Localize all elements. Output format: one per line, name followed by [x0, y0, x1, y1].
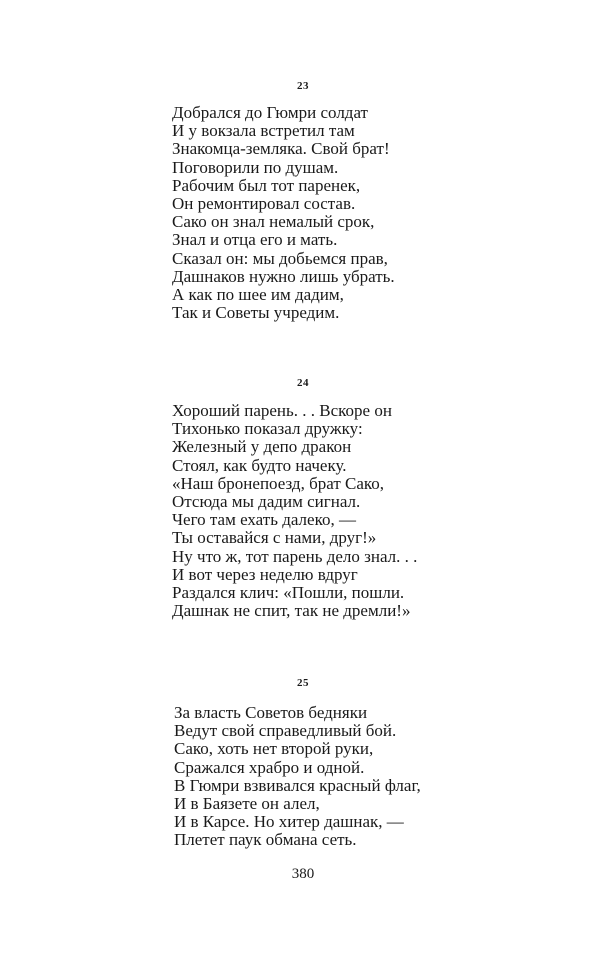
section-number: 23: [297, 80, 309, 92]
verse-line: И в Карсе. Но хитер дашнак, —: [174, 812, 404, 832]
verse-line: Ты оставайся с нами, друг!»: [172, 528, 377, 548]
verse-line: И в Баязете он алел,: [174, 794, 320, 814]
verse-line: Он ремонтировал состав.: [172, 194, 356, 214]
verse-line: Поговорили по душам.: [172, 157, 339, 177]
verse-line: Сказал он: мы добьемся прав,: [172, 248, 388, 268]
verse-line: И у вокзала встретил там: [172, 121, 355, 141]
verse-line: Раздался клич: «Пошли, пошли.: [172, 583, 405, 603]
verse-line: За власть Советов бедняки: [174, 703, 368, 722]
verse-line: Сако он знал немалый срок,: [172, 212, 375, 232]
section-number: 24: [297, 377, 309, 389]
verse-line: В Гюмри взвивался красный флаг,: [174, 775, 421, 795]
verse-line: И вот через неделю вдруг: [172, 564, 358, 584]
verse-line: Сако, хоть нет второй руки,: [174, 739, 374, 759]
verse-line: Чего там ехать далеко, —: [172, 510, 356, 530]
verse-line: Так и Советы учредим.: [172, 303, 340, 323]
verse-line: Добрался до Гюмри солдат: [172, 103, 368, 122]
stanza-24: [172, 402, 417, 620]
verse-line: Тихонько показал дружку:: [172, 419, 363, 439]
verse-line: Ну что ж, тот парень дело знал. . .: [172, 546, 418, 566]
section-number: 25: [297, 677, 309, 689]
verse-line: Плетет паук обмана сеть.: [174, 830, 357, 850]
verse-line: Хороший парень. . . Вскоре он: [172, 401, 392, 420]
verse-line: А как по шее им дадим,: [172, 285, 344, 305]
verse-line: Знакомца-земляка. Свой брат!: [172, 139, 390, 159]
verse-line: Дашнаков нужно лишь убрать.: [172, 266, 395, 286]
verse-line: Рабочим был тот паренек,: [172, 175, 361, 195]
verse-line: Сражался храбро и одной.: [174, 757, 365, 777]
verse-line: «Наш бронепоезд, брат Сако,: [172, 473, 385, 493]
verse-line: Дашнак не спит, так не дремли!»: [172, 601, 411, 621]
verse-line: Стоял, как будто начеку.: [172, 455, 347, 475]
page-number: 380: [291, 866, 315, 882]
stanza-23: [172, 104, 395, 322]
verse-line: Знал и отца его и мать.: [172, 230, 338, 250]
verse-line: Ведут свой справедливый бой.: [174, 721, 397, 741]
verse-line: Железный у депо дракон: [172, 437, 352, 457]
stanza-25: [174, 704, 421, 850]
verse-line: Отсюда мы дадим сигнал.: [172, 492, 361, 512]
